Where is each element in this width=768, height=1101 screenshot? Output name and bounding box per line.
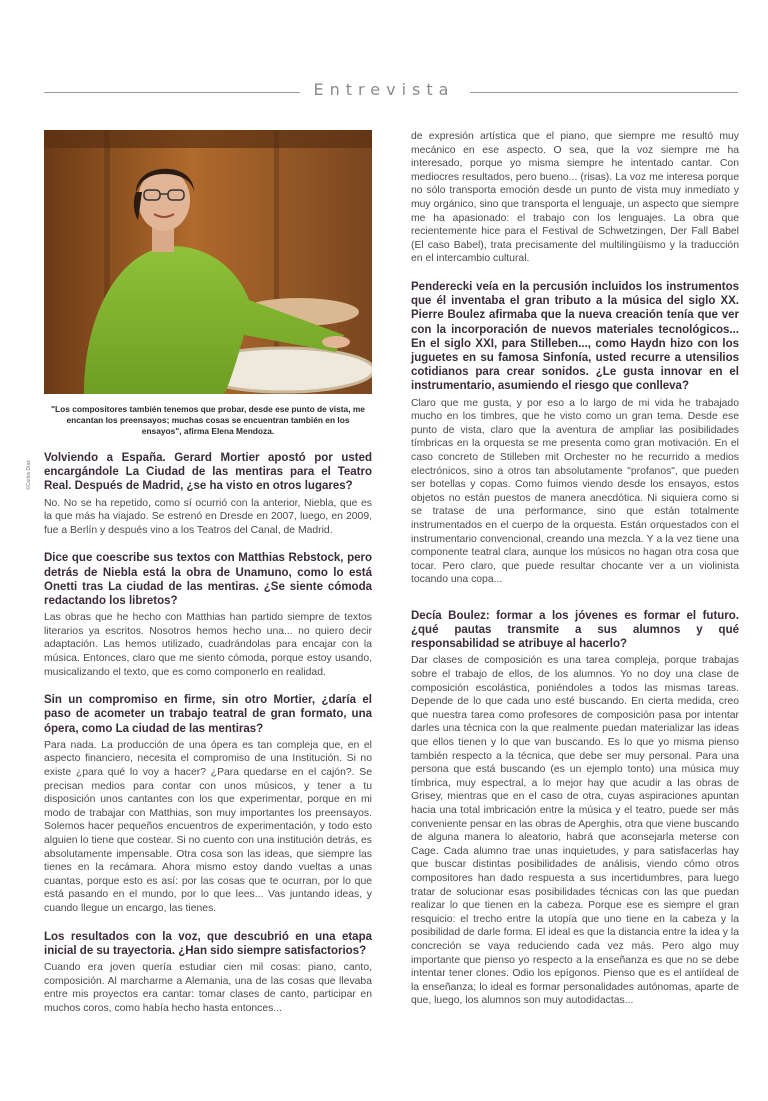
section-title: Entrevista [313, 80, 455, 99]
answer-4-continued: de expresión artística que el piano, que siempre me resultó muy mecánico en ese aspecto. O sea, que la voz siempre me ha interesado, porque yo misma siempre he intentado cantar. Con mediocres resultados, pero bueno... (risas). La voz me interesa porque no sólo transporta emoción desde un punto de vista muy inmediato y muy orgánico, sino que transporta el lenguaje, un aspecto que siempre me ha apasionado: el trabajo con los lenguajes. La obra que recientemente hice para el Festival de Schwetzingen, Der Fall Babel (El caso Babel), trata precisamente del multilingüismo y la traducción en el intercambio cultural. [411, 131, 739, 265]
answer-2: Las obras que he hecho con Matthias han partido siempre de textos literarios ya escritos. Nosotros hemos hecho una... no quiero decir adaptación. Las hemos utilizado, cuadrándolas para encajar con la música. Entonces, claro que me siento cómoda, porque estoy usando, musicalizando el texto, que es como componerlo en realidad. [44, 612, 372, 678]
question-1: Volviendo a España. Gerard Mortier apostó por usted encargándole La Ciudad de las mentiras para el Teatro Real. Después de Madrid, ¿se ha visto en otros lugares? [44, 452, 372, 493]
right-column [411, 130, 739, 1022]
answer-1: No. No se ha repetido, como sí ocurrió con la anterior, Niebla, que es la que más ha viajado. Se estrenó en Dresde en 2007, luego, en 2009, fue a Berlín y después vino a los Teatros del Canal, de Madrid. [44, 497, 372, 536]
photo-caption: "Los compositores también tenemos que probar, desde ese punto de vista, me encantan los preensayos; muchas cosas se encuentran también en los ensayos", afirma Elena Mendoza. [51, 404, 365, 436]
left-column [26, 130, 372, 1029]
question-5: Penderecki veía en la percusión incluidos los instrumentos que él inventaba el gran tributo a la música del siglo XX. Pierre Boulez afirmaba que la nueva creación tenía que ver con la incorporación de nuevos materiales tecnológicos... En el siglo XXI, para Stilleben..., como Haydn hizo con los juguetes en su famosa Sinfonía, usted recurre a utensilios cotidianos para crear sonidos. ¿Le gusta innovar en el instrumentario, asumiendo el riesgo que conlleva? [411, 280, 739, 393]
answer-5: Claro que me gusta, y por eso a lo largo de mi vida he trabajado mucho en los timbres, que he visto como un gran tema. Desde ese punto de vista, claro que la aventura de ampliar las posibilidades tímbricas en la orquesta se me presenta como gran motivación. En el caso concreto de Stilleben mit Orchester no he recurrido a medios electrónicos, sino a otros tan absolutamente "profanos", que pueden ser botellas y copas. Como fuimos viendo desde los ensayos, estos objetos no están puestos de manera anecdótica. Ni siquiera como si se tratase de una performance, sino que están totalmente instrumentados en el cuerpo de la orquesta. Están orquestados con el instrumentario convencional, creando una mezcla. Y a la vez tiene una componente teatral clara, aunque los músicos no hagan otra cosa que tocar. Pero claro, que puede resultar chocante ver a un violinista tocando una copa... [411, 397, 739, 586]
answer-4: Cuando era joven quería estudiar cien mil cosas: piano, canto, composición. Al marcharme a Alemania, una de las cosas que llevaba entre mis proyectos era cantar: tomar clases de canto, participar en muchos coros, como había hecho hasta entonces... [44, 961, 372, 1014]
answer-3: Para nada. La producción de una ópera es tan compleja que, en el aspecto financiero, necesita el compromiso de una Institución. Si no existe ¿para qué lo voy a hacer? ¿Para quedarse en el cajón?. Se precisan medios para contar con unos músicos, y tener a tu disposición unos cantantes con los que experimentar, porque en mi modo de trabajar con Matthias, son muy importantes los preensayos. Solemos hacer pequeños encuentros de experimentación, y todo esto alguien lo tiene que costear. Si no cuento con una institución detrás, es absolutamente impensable. Otra cosa son las ideas, que siempre las tienes en la recámara. Ahora mismo estoy dando vueltas a unas cuantas, porque esto es así: por las cosas que te ocurran, por lo que está pasando en el mundo, por lo que lees... Vas juntando ideas, y cuando llegue un encargo, las tienes. [44, 739, 372, 914]
answer-6: Dar clases de composición es una tarea compleja, porque trabajas sobre el trabajo de ellos, de los alumnos. Yo no doy una clase de composición escolástica, poniéndoles a todos las mismas tareas. Depende de lo que cada uno esté buscando. En cierta medida, creo que nuestra tarea como profesores de composición pasa por intentar darles una técnica con la que realmente puedan materializar las ideas que ellos tienen y lo que van buscando. Es lo que yo misma pienso también respecto a la técnica, que debe ser muy personal. Para una persona que está buscando (es un ejemplo tonto) una música muy tímbrica, muy espectral, a lo mejor hay que acudir a las obras de Grisey, mientras que en el caso de otra, cuyas aspiraciones apuntan hacia una total imbricación entre la música y el teatro, puede ser más conveniente pensar en las obras de Aperghis, otra que viene buscando de alguna manera lo aleatorio, habrá que aconsejarla meterse con Cage. Cada alumno trae unas inquietudes, y para satisfacerlas hay que buscar distintas posibilidades de análisis, viendo cómo otros compositores han dado respuesta a sus incertidumbres, para luego tratar de solucionar esas posibilidades técnicas con las que puedan realizar lo que tienen en la cabeza. Porque ese es siempre el gran resquicio: el trecho entre la utopía que uno tiene en la cabeza y la posibilidad de darle forma. El ideal es que la distancia entre la idea y la concreción se vaya reduciendo cada vez más. Pero algo muy importante que pienso yo respecto a la enseñanza es que no se debe intentar tener clones. Odio los epígonos. Pienso que es el antiídeal de la enseñanza; lo ideal es formar personalidades autónomas, aparte de que, luego, los alumnos son muy autodidactas... [411, 655, 739, 1007]
photo-credit: ©Carlos Díaz [26, 460, 32, 490]
question-2: Dice que coescribe sus textos con Matthias Rebstock, pero detrás de Niebla está la obra de Unamuno, como lo está Onetti tras La ciudad de las mentiras. ¿Se siente cómoda redactando los libretos? [44, 552, 372, 607]
interview-photo [44, 130, 372, 394]
photo-illustration [44, 130, 372, 394]
question-4: Los resultados con la voz, que descubrió en una etapa inicial de su trayectoria. ¿Han sido siempre satisfactorios? [44, 930, 372, 957]
question-6: Decía Boulez: formar a los jóvenes es formar el futuro. ¿qué pautas transmite a sus alumnos y qué responsabilidad se atribuye al hacerlo? [411, 609, 739, 651]
header-rule-right [470, 92, 738, 93]
question-3: Sin un compromiso en firme, sin otro Mortier, ¿daría el paso de acometer un trabajo teatral de gran formato, una ópera, como La ciudad de las mentiras? [44, 694, 372, 735]
